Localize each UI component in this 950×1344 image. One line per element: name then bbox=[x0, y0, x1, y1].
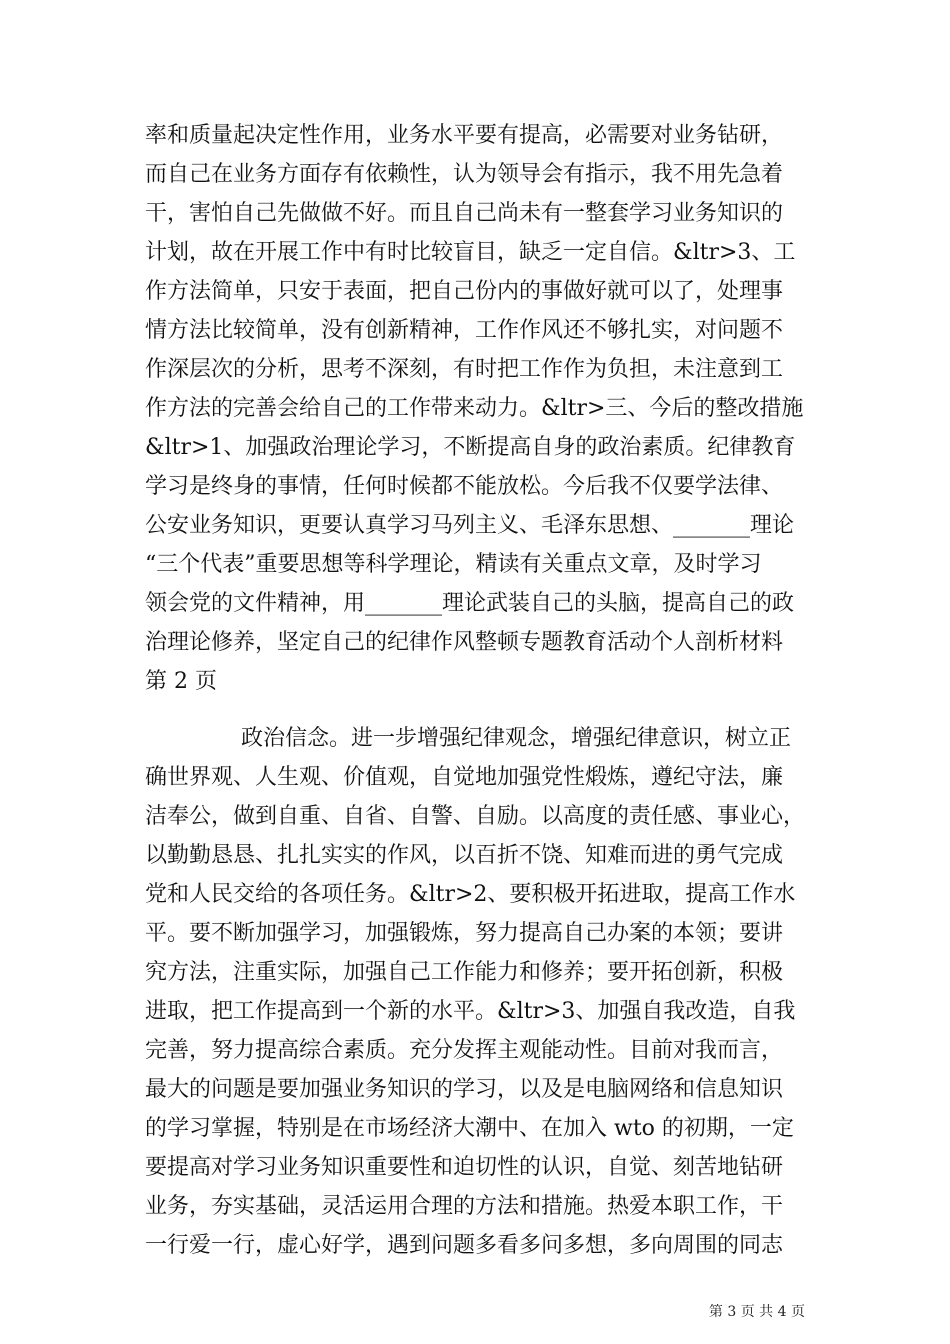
text-line: 情方法比较简单，没有创新精神，工作作风还不够扎实，对问题不 bbox=[145, 318, 784, 343]
text-line: 学习是终身的事情，任何时候都不能放松。今后我不仅要学法律、 bbox=[145, 474, 784, 499]
text-line: 党和人民交给的各项任务。&ltr>2、要积极开拓进取，提高工作水 bbox=[145, 882, 796, 907]
text-line: 作方法简单，只安于表面，把自己份内的事做好就可以了，处理事 bbox=[145, 279, 784, 304]
text-line: 计划，故在开展工作中有时比较盲目，缺乏一定自信。&ltr>3、工 bbox=[145, 240, 796, 265]
text-line: 完善，努力提高综合素质。充分发挥主观能动性。目前对我而言， bbox=[145, 1038, 784, 1063]
text-line: 作深层次的分析，思考不深刻，有时把工作作为负担，未注意到工 bbox=[145, 357, 784, 382]
text-line: 平。要不断加强学习，加强锻炼，努力提高自己办案的本领；要讲 bbox=[145, 921, 784, 946]
text-line: 领会党的文件精神，用_______理论武装自己的头脑，提高自己的政 bbox=[145, 591, 795, 616]
text-line: 而自己在业务方面存有依赖性，认为领导会有指示，我不用先急着 bbox=[145, 162, 784, 187]
text-line: 以勤勤恳恳、扎扎实实的作风，以百折不饶、知难而进的勇气完成 bbox=[145, 843, 784, 868]
page-footer: 第 3 页 共 4 页 bbox=[708, 1304, 805, 1320]
body-text bbox=[145, 116, 815, 1265]
text-line: 作方法的完善会给自己的工作带来动力。&ltr>三、今后的整改措施 bbox=[145, 396, 804, 421]
text-line: 公安业务知识，更要认真学习马列主义、毛泽东思想、_______理论 bbox=[145, 513, 795, 538]
text-line: 究方法，注重实际，加强自己工作能力和修养；要开拓创新，积极 bbox=[145, 960, 784, 985]
text-line: 治理论修养，坚定自己的纪律作风整顿专题教育活动个人剖析材料 bbox=[145, 630, 784, 655]
text-line: “三个代表”重要思想等科学理论，精读有关重点文章，及时学习 bbox=[145, 552, 762, 577]
text-line: 率和质量起决定性作用，业务水平要有提高，必需要对业务钻研， bbox=[145, 123, 784, 148]
inline-page-marker: 第 2 页 bbox=[145, 669, 217, 694]
text-line: 要提高对学习业务知识重要性和迫切性的认识，自觉、刻苦地钻研 bbox=[145, 1155, 784, 1180]
text-line: 业务，夯实基础，灵活运用合理的方法和措施。热爱本职工作，干 bbox=[145, 1194, 784, 1219]
text-line: 确世界观、人生观、价值观，自觉地加强党性煅炼，遵纪守法，廉 bbox=[145, 765, 784, 790]
text-line: 一行爱一行，虚心好学，遇到问题多看多问多想，多向周围的同志 bbox=[145, 1233, 784, 1258]
paragraph-gap bbox=[145, 701, 815, 719]
paragraph-first-line: 政治信念。进一步增强纪律观念，增强纪律意识，树立正 bbox=[241, 726, 792, 751]
text-line: 进取，把工作提高到一个新的水平。&ltr>3、加强自我改造，自我 bbox=[145, 999, 796, 1024]
text-line: &ltr>1、加强政治理论学习，不断提高自身的政治素质。纪律教育 bbox=[145, 435, 796, 460]
text-line: 最大的问题是要加强业务知识的学习，以及是电脑网络和信息知识 bbox=[145, 1077, 784, 1102]
text-line: 洁奉公，做到自重、自省、自警、自励。以高度的责任感、事业心， bbox=[145, 804, 806, 829]
text-line: 的学习掌握，特别是在市场经济大潮中、在加入 wto 的初期，一定 bbox=[145, 1116, 794, 1141]
text-line: 干，害怕自己先做做不好。而且自己尚未有一整套学习业务知识的 bbox=[145, 201, 784, 226]
